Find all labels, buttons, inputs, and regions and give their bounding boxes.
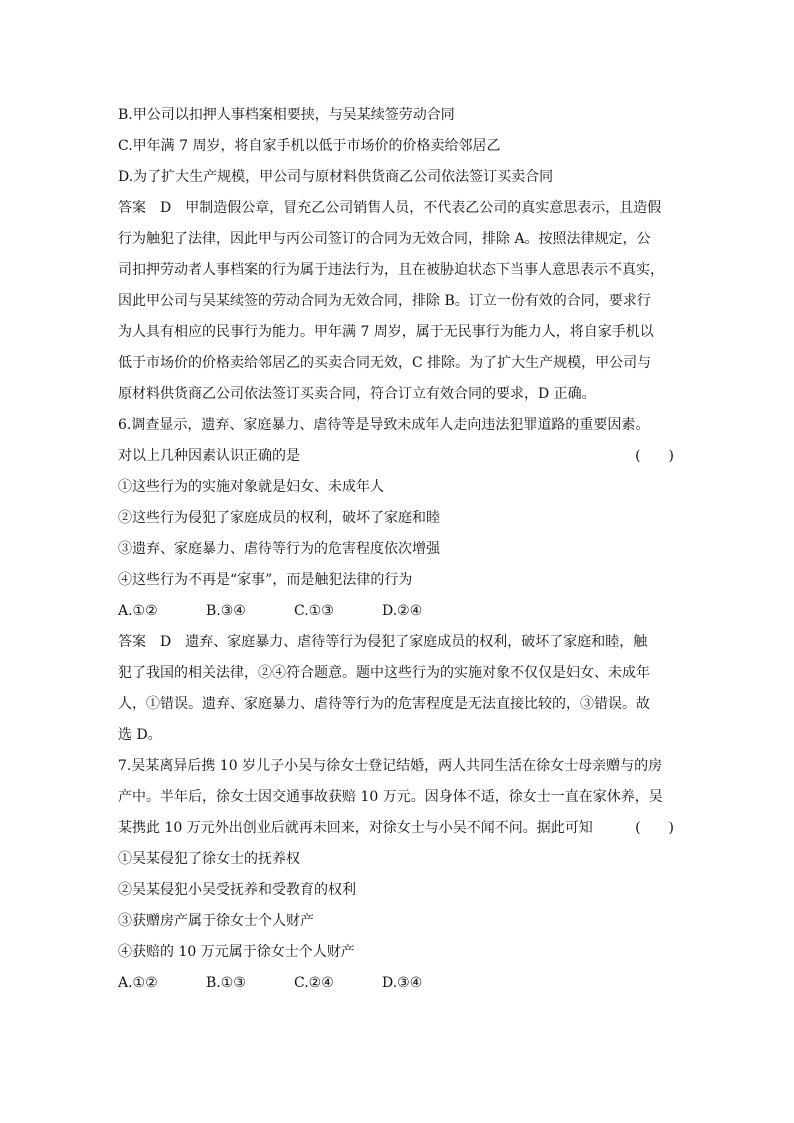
q7-stem: 产中。半年后，徐女士因交通事故获赔 10 万元。因身体不适，徐女士一直在家休养，吴 [118,789,663,805]
q6-stem-last [118,441,678,472]
q6-item: ①这些行为的实施对象就是妇女、未成年人 [118,479,384,495]
q7-item: ①吴某侵犯了徐女士的抚养权 [118,851,300,867]
q5-answer-line: 原材料供货商乙公司依法签订买卖合同，符合订立有效合同的要求，D 正确。 [118,386,596,402]
q6-answer-line: 答案 D 遗弃、家庭暴力、虐待等行为侵犯了家庭成员的权利，破坏了家庭和睦，触 [118,634,648,650]
q7-option: C.②④ [294,975,334,991]
q5-option-d: D.为了扩大生产规模，甲公司与原材料供货商乙公司依法签订买卖合同 [118,169,554,185]
q6-option: D.②④ [382,603,423,619]
q5-answer-line: 行为触犯了法律，因此甲与丙公司签订的合同为无效合同，排除 A。按照法律规定，公 [118,231,651,247]
q6-answer-line: 选 D。 [118,727,162,743]
q7-item: ③获赠房产属于徐女士个人财产 [118,913,314,929]
q5-option-c: C.甲年满 7 周岁，将自家手机以低于市场价的价格卖给邻居乙 [118,138,501,154]
document-page [118,100,678,999]
q6-options [118,596,678,627]
q5-answer-line: 因此甲公司与吴某续签的劳动合同为无效合同，排除 B。订立一份有效的合同，要求行 [118,293,651,309]
q7-option: B.①③ [206,975,246,991]
q6-stem: 6.调查显示，遗弃、家庭暴力、虐待等是导致未成年人走向违法犯罪道路的重要因素。 [118,417,650,433]
q7-item: ④获赔的 10 万元属于徐女士个人财产 [118,944,355,960]
q6-option: A.①② [118,603,158,619]
q6-option: B.③④ [206,603,246,619]
q6-answer-line: 犯了我国的相关法律，②④符合题意。题中这些行为的实施对象不仅仅是妇女、未成年 [118,665,650,681]
q6-item: ④这些行为不再是“家事”，而是触犯法律的行为 [118,572,413,588]
q6-answer-bracket: ( ) [635,448,674,464]
q5-answer-line: 答案 D 甲制造假公章，冒充乙公司销售人员，不代表乙公司的真实意思表示，且造假 [118,200,662,216]
q7-option: D.③④ [382,975,423,991]
q6-answer-line: 人，①错误。遗弃、家庭暴力、虐待等行为的危害程度是无法直接比较的，③错误。故 [118,696,650,712]
q5-option-b: B.甲公司以扣押人事档案相要挟，与吴某续签劳动合同 [118,107,455,123]
q7-stem: 7.吴某离异后携 10 岁儿子小吴与徐女士登记结婚，两人共同生活在徐女士母亲赠与的房 [118,758,663,774]
q7-options [118,968,678,999]
q7-answer-bracket: ( ) [635,820,674,836]
q7-item: ②吴某侵犯小吴受抚养和受教育的权利 [118,882,356,898]
q6-stem-text: 对以上几种因素认识正确的是 [118,448,300,464]
q6-item: ③遗弃、家庭暴力、虐待等行为的危害程度依次增强 [118,541,440,557]
q5-answer-line: 低于市场价的价格卖给邻居乙的买卖合同无效，C 排除。为了扩大生产规模，甲公司与 [118,355,652,371]
q7-stem-text: 某携此 10 万元外出创业后就再未回来，对徐女士与小吴不闻不问。据此可知 [118,820,593,836]
q6-option: C.①③ [294,603,334,619]
q6-item: ②这些行为侵犯了家庭成员的权利，破坏了家庭和睦 [118,510,440,526]
q7-stem-last [118,813,678,844]
q7-option: A.①② [118,975,158,991]
q5-answer-line: 为人具有相应的民事行为能力。甲年满 7 周岁，属于无民事行为能力人，将自家手机以 [118,324,654,340]
q5-answer-line: 司扣押劳动者人事档案的行为属于违法行为，且在被胁迫状态下当事人意思表示不真实， [118,262,664,278]
